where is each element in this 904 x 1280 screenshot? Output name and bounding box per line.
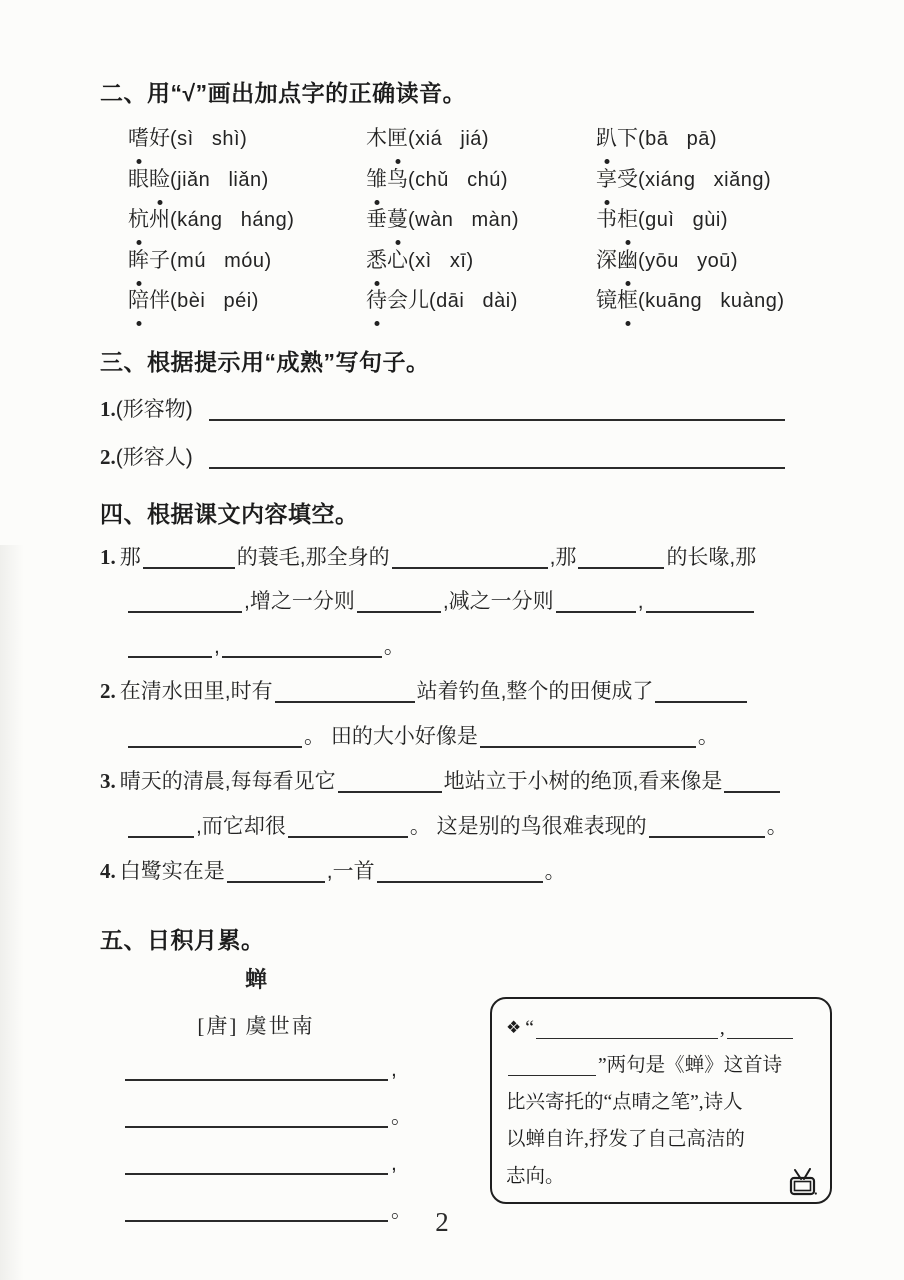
fill-text: 白鹭实在是 — [119, 860, 225, 883]
word-char: 木 — [366, 127, 387, 150]
fill-in-line — [100, 759, 832, 805]
fill-text: 。 这是别的鸟很难表现的 — [409, 814, 647, 838]
answer-blank[interactable] — [128, 815, 194, 838]
fill-text: 的长喙,那 — [666, 545, 757, 569]
dotted-word — [366, 289, 429, 312]
fill-in-lines — [100, 535, 832, 895]
diamond-bullet-icon: ❖ — [506, 1017, 522, 1037]
scan-edge-shadow — [0, 545, 24, 1280]
line-punctuation: 。 — [391, 1198, 412, 1222]
fill-text: 。 — [766, 814, 788, 838]
answer-blank[interactable] — [480, 725, 696, 748]
pinyin-options[interactable]: (bèi péi) — [170, 290, 259, 312]
word-char: 陪 — [128, 282, 149, 320]
fill-text: 地站立于小树的绝顶,看来像是 — [443, 770, 723, 793]
word-char: 享 — [596, 161, 617, 199]
dotted-word — [596, 249, 638, 272]
answer-blank[interactable] — [536, 1018, 718, 1039]
section-5-heading: 五、日积月累。 — [100, 926, 265, 953]
section-pronunciation — [100, 78, 832, 323]
fill-text: 的蓑毛,那全身的 — [236, 545, 390, 569]
answer-blank[interactable] — [578, 546, 664, 569]
answer-blank[interactable] — [508, 1055, 596, 1076]
dotted-word — [128, 249, 170, 272]
poem-and-note-row — [100, 955, 832, 1228]
word-char: 下 — [617, 127, 638, 150]
word-item — [366, 120, 596, 161]
section-3-heading: 三、根据提示用“成熟”写句子。 — [100, 348, 430, 375]
item-number: 1. — [100, 544, 116, 569]
note-box — [490, 997, 832, 1204]
prompt-label: (形容物) — [115, 397, 193, 421]
dotted-word — [366, 249, 408, 272]
pinyin-options[interactable]: (dāi dài) — [429, 290, 518, 312]
answer-blank[interactable] — [646, 590, 754, 613]
answer-blank[interactable] — [338, 770, 442, 793]
note-line — [506, 1009, 814, 1047]
word-char: 悉 — [366, 242, 387, 280]
fill-in-line — [100, 715, 832, 760]
fill-in-line — [100, 580, 832, 625]
word-char: 鸟 — [387, 167, 408, 191]
line-punctuation: , — [391, 1151, 397, 1175]
word-char: 州 — [149, 208, 170, 231]
word-char: 深 — [596, 248, 617, 272]
word-item — [128, 282, 366, 323]
word-char: 蔓 — [387, 201, 408, 239]
answer-blank[interactable] — [125, 1105, 388, 1128]
answer-blank[interactable] — [128, 590, 242, 613]
word-char: 柜 — [617, 201, 638, 239]
section-4-heading: 四、根据课文内容填空。 — [100, 500, 359, 527]
answer-blank[interactable] — [655, 680, 747, 703]
dotted-word — [128, 289, 170, 312]
fill-text: 。 — [544, 860, 566, 883]
section-accumulation — [100, 925, 832, 1228]
word-item — [366, 161, 596, 202]
prompt-label: (形容人) — [115, 445, 193, 469]
fill-text: 那 — [119, 545, 141, 569]
poem-title: 蝉 — [244, 966, 267, 992]
item-number: 2. — [100, 444, 116, 469]
fill-in-line — [100, 849, 832, 895]
word-char: 匣 — [387, 120, 408, 158]
word-char: 睑 — [149, 161, 170, 199]
note-line — [506, 1084, 814, 1121]
section-2-heading: 二、用“√”画出加点字的正确读音。 — [100, 80, 467, 106]
fill-text: ,增之一分则 — [244, 590, 355, 613]
word-char: 镜 — [596, 289, 617, 312]
answer-blank[interactable] — [209, 398, 785, 421]
pinyin-options[interactable]: (wàn màn) — [408, 209, 520, 231]
word-item — [128, 120, 366, 161]
word-item — [596, 282, 832, 323]
dotted-word — [366, 208, 408, 231]
pinyin-options[interactable]: (guì gùi) — [638, 209, 728, 231]
word-item — [596, 242, 832, 283]
answer-blank[interactable] — [727, 1018, 793, 1039]
dotted-word — [128, 127, 170, 150]
fill-text: “ — [525, 1017, 534, 1039]
word-char: 垂 — [366, 208, 387, 231]
pinyin-options[interactable]: (jiǎn liǎn) — [170, 168, 269, 191]
word-char: 待 — [366, 282, 387, 320]
word-char: 杭 — [128, 201, 149, 239]
poem-answer-line — [100, 1052, 412, 1087]
line-punctuation: 。 — [391, 1104, 412, 1128]
dotted-word — [366, 168, 408, 191]
fill-text: ,减之一分则 — [442, 590, 554, 613]
answer-blank[interactable] — [275, 680, 415, 703]
word-char: 心 — [387, 248, 408, 272]
word-item — [128, 161, 366, 202]
pinyin-options[interactable]: (xiá jiá) — [408, 128, 490, 150]
answer-blank[interactable] — [227, 860, 325, 883]
word-char: 雏 — [366, 161, 387, 199]
item-number: 4. — [100, 859, 116, 883]
fill-text: , — [214, 634, 220, 658]
fill-text: , — [719, 1017, 725, 1039]
word-char: 眼 — [128, 167, 149, 191]
word-grid — [100, 120, 832, 323]
answer-blank[interactable] — [128, 635, 212, 658]
word-char: 子 — [149, 248, 170, 272]
answer-blank[interactable] — [222, 635, 382, 658]
answer-blank[interactable] — [556, 590, 636, 613]
sentence-prompt — [100, 394, 832, 425]
answer-blank[interactable] — [209, 446, 785, 469]
pinyin-options[interactable]: (bā pā) — [638, 128, 717, 150]
fill-in-line — [100, 535, 832, 581]
fill-in-line — [100, 669, 832, 715]
item-number: 1. — [100, 396, 116, 421]
pinyin-options[interactable]: (yōu yoū) — [638, 249, 738, 272]
word-char: 眸 — [128, 242, 149, 280]
fill-text: 。 — [697, 724, 719, 748]
fill-in-line — [100, 805, 832, 850]
fill-in-line — [100, 625, 832, 670]
word-item — [366, 201, 596, 242]
tv-icon — [788, 1168, 818, 1196]
pinyin-options[interactable]: (chǔ chú) — [408, 168, 508, 191]
answer-blank[interactable] — [392, 546, 548, 569]
word-char: 框 — [617, 282, 638, 320]
answer-blank[interactable] — [128, 725, 302, 748]
word-char: 受 — [617, 167, 638, 191]
pinyin-options[interactable]: (mú móu) — [170, 249, 272, 272]
note-box-text — [506, 1009, 814, 1195]
note-line — [506, 1121, 814, 1158]
dotted-word — [128, 208, 170, 231]
word-char: 嗜 — [128, 120, 149, 158]
fill-text: 在清水田里,时有 — [119, 680, 273, 703]
word-item — [596, 201, 832, 242]
dotted-word — [596, 289, 638, 312]
dotted-word — [366, 127, 408, 150]
line-punctuation: , — [391, 1057, 397, 1081]
word-char: 伴 — [149, 289, 170, 312]
dotted-word — [596, 168, 638, 191]
word-item — [596, 120, 832, 161]
poem-answer-line — [100, 1146, 412, 1181]
fill-text: 晴天的清晨,每每看见它 — [119, 770, 336, 793]
fill-text: 站着钓鱼,整个的田便成了 — [416, 680, 654, 703]
word-char: 好 — [149, 127, 170, 150]
word-item — [366, 282, 596, 323]
pinyin-options[interactable]: (xì xī) — [408, 249, 474, 272]
fill-text: 。 田的大小好像是 — [304, 724, 478, 748]
poem-author: [唐] 虞世南 — [197, 1013, 315, 1038]
word-char: 幽 — [617, 242, 638, 280]
fill-text: , — [637, 590, 644, 613]
pinyin-options[interactable]: (káng háng) — [170, 209, 295, 231]
fill-text: ,一首 — [326, 860, 375, 883]
word-char: 会 — [387, 289, 408, 312]
word-char: 儿 — [408, 289, 429, 312]
fill-text: 。 — [383, 634, 405, 658]
fill-text: 比兴寄托的“点晴之笔”,诗人 — [506, 1091, 743, 1113]
fill-text: 志向。 — [506, 1165, 565, 1187]
section-fill-in-blanks — [100, 499, 832, 895]
dotted-word — [596, 127, 638, 150]
sentence-prompt — [100, 442, 832, 473]
answer-blank[interactable] — [357, 590, 441, 613]
fill-text: ,而它却很 — [196, 814, 286, 838]
dotted-word — [128, 168, 170, 191]
word-item — [596, 161, 832, 202]
fill-text: ”两句是《蝉》这首诗 — [598, 1054, 783, 1076]
item-number: 2. — [100, 679, 116, 703]
answer-blank[interactable] — [143, 546, 235, 569]
word-item — [366, 242, 596, 283]
pinyin-options[interactable]: (kuāng kuàng) — [638, 290, 785, 312]
word-char: 书 — [596, 208, 617, 231]
answer-blank[interactable] — [724, 770, 780, 793]
word-char: 趴 — [596, 120, 617, 158]
fill-text: 以蝉自许,抒发了自己高洁的 — [506, 1128, 745, 1150]
answer-blank[interactable] — [288, 815, 408, 838]
pinyin-options[interactable]: (sì shì) — [170, 128, 248, 150]
dotted-word — [596, 208, 638, 231]
answer-blank[interactable] — [377, 860, 543, 883]
note-line — [506, 1047, 814, 1084]
poem-block — [100, 965, 412, 1228]
section-sentence-writing — [100, 347, 832, 473]
poem-answer-line — [100, 1099, 412, 1134]
answer-blank[interactable] — [125, 1058, 388, 1081]
answer-blank[interactable] — [649, 815, 765, 838]
fill-text: ,那 — [549, 545, 577, 569]
pinyin-options[interactable]: (xiáng xiǎng) — [638, 168, 772, 191]
page-number: 2 — [435, 1207, 449, 1237]
item-number: 3. — [100, 769, 116, 793]
answer-blank[interactable] — [125, 1152, 388, 1175]
sentence-items — [100, 394, 832, 473]
poem-blank-lines — [100, 1052, 412, 1228]
word-item — [128, 201, 366, 242]
note-line — [506, 1158, 814, 1195]
word-item — [128, 242, 366, 283]
